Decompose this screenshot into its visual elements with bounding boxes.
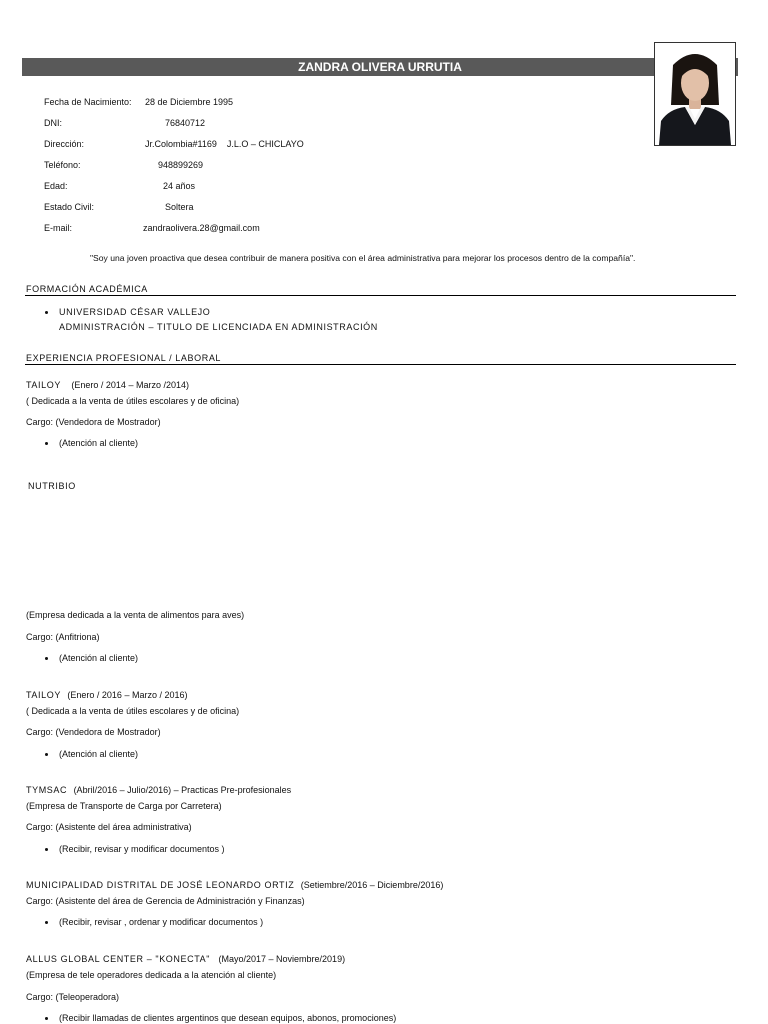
- job-description: (Empresa de tele operadores dedicada a la atención al cliente): [26, 970, 277, 980]
- bullet-icon: [45, 442, 48, 445]
- job-company: NUTRIBIO: [28, 481, 76, 491]
- civil-status-value: Soltera: [165, 202, 194, 212]
- education-heading: FORMACIÓN ACADÉMICA: [26, 284, 148, 294]
- address-label: Dirección:: [44, 139, 85, 149]
- job-company: TAILOY: [26, 690, 61, 700]
- birthdate-label: Fecha de Nacimiento:: [44, 97, 132, 107]
- bullet-icon: [45, 311, 48, 314]
- degree-title: ADMINISTRACIÓN – TITULO DE LICENCIADA EN ADMINISTRACIÓN: [59, 322, 378, 332]
- job-company: TAILOY: [26, 380, 61, 390]
- phone-label: Teléfono:: [44, 160, 81, 170]
- job-description: (Empresa de Transporte de Carga por Carretera): [26, 801, 222, 811]
- experience-divider: [25, 364, 736, 365]
- job-header: [26, 949, 345, 967]
- job-description: (Empresa dedicada a la venta de alimentos para aves): [26, 610, 245, 620]
- dni-label: DNI:: [44, 118, 62, 128]
- bullet-icon: [45, 1017, 48, 1020]
- job-period: (Enero / 2016 – Marzo / 2016): [67, 690, 188, 700]
- dni-value: 76840712: [165, 118, 206, 128]
- education-divider: [25, 295, 736, 296]
- birthdate-value: 28 de Diciembre 1995: [145, 97, 234, 107]
- age-label: Edad:: [44, 181, 68, 191]
- job-company: ALLUS GLOBAL CENTER – "KONECTA": [26, 954, 211, 964]
- address-value: Jr.Colombia#1169 J.L.O – CHICLAYO: [145, 139, 304, 149]
- bullet-icon: [45, 848, 48, 851]
- job-role: Cargo: (Anfitriona): [26, 632, 100, 642]
- job-role: Cargo: (Asistente del área administrativa): [26, 822, 192, 832]
- job-task: (Atención al cliente): [59, 653, 139, 663]
- portrait-image: [655, 43, 735, 145]
- experience-heading: EXPERIENCIA PROFESIONAL / LABORAL: [26, 353, 222, 363]
- job-period: (Enero / 2014 – Marzo /2014): [71, 380, 189, 390]
- job-role: Cargo: (Vendedora de Mostrador): [26, 727, 161, 737]
- university-name: UNIVERSIDAD CÉSAR VALLEJO: [59, 307, 211, 317]
- job-task: (Recibir, revisar y modificar documentos ): [59, 844, 225, 854]
- civil-status-label: Estado Civil:: [44, 202, 95, 212]
- job-period: (Abril/2016 – Julio/2016) – Practicas Pre-profesionales: [73, 785, 292, 795]
- phone-value: 948899269: [158, 160, 204, 170]
- job-role: Cargo: (Asistente del área de Gerencia de Administración y Finanzas): [26, 896, 305, 906]
- job-role: Cargo: (Vendedora de Mostrador): [26, 417, 161, 427]
- profile-summary: "Soy una joven proactiva que desea contribuir de manera positiva con el área administrativa para mejorar los procesos dentro de la compañía".: [90, 253, 636, 263]
- job-task: (Atención al cliente): [59, 749, 139, 759]
- job-company: TYMSAC: [26, 785, 68, 795]
- job-role: Cargo: (Teleoperadora): [26, 992, 120, 1002]
- email-value: zandraolivera.28@gmail.com: [143, 223, 260, 233]
- job-header: [26, 685, 187, 703]
- bullet-icon: [45, 753, 48, 756]
- email-label: E-mail:: [44, 223, 73, 233]
- bullet-icon: [45, 657, 48, 660]
- job-period: (Setiembre/2016 – Diciembre/2016): [300, 880, 444, 890]
- age-value: 24 años: [163, 181, 196, 191]
- job-task: (Recibir llamadas de clientes argentinos que desean equipos, abonos, promociones): [59, 1013, 397, 1023]
- job-task: (Recibir, revisar , ordenar y modificar documentos ): [59, 917, 264, 927]
- profile-photo: [654, 42, 736, 146]
- job-description: ( Dedicada a la venta de útiles escolares y de oficina): [26, 706, 240, 716]
- name-banner: [22, 58, 738, 76]
- candidate-name: ZANDRA OLIVERA URRUTIA: [298, 60, 462, 74]
- job-header: [26, 780, 291, 798]
- job-task: (Atención al cliente): [59, 438, 139, 448]
- job-company: MUNICIPALIDAD DISTRITAL DE JOSÉ LEONARDO ORTIZ: [26, 880, 295, 890]
- job-header: [26, 375, 189, 393]
- job-header: [26, 875, 443, 893]
- bullet-icon: [45, 921, 48, 924]
- job-description: ( Dedicada a la venta de útiles escolares y de oficina): [26, 396, 240, 406]
- job-period: (Mayo/2017 – Noviembre/2019): [218, 954, 346, 964]
